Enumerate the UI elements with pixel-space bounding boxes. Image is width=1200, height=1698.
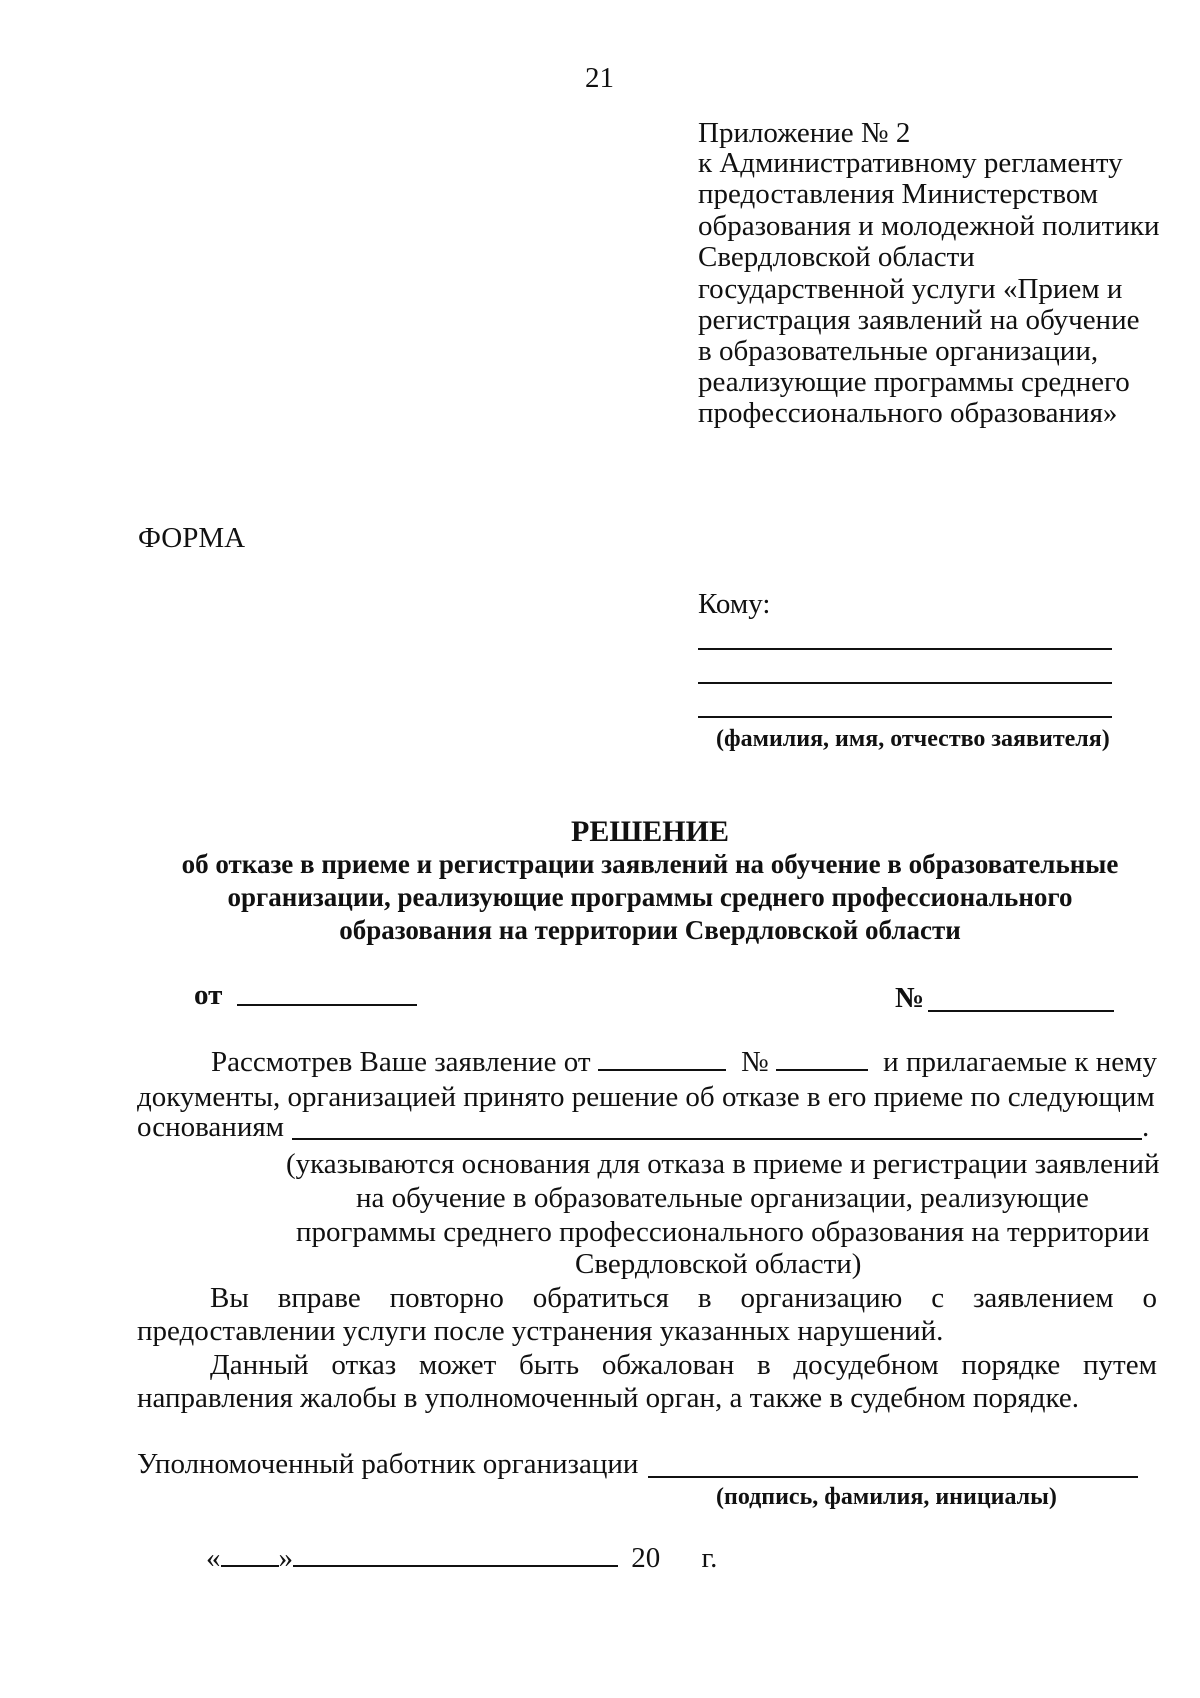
grounds-field[interactable] [292, 1138, 1142, 1140]
appendix-line: регистрация заявлений на обучение [698, 304, 1140, 336]
recipient-line-1[interactable] [698, 648, 1112, 650]
word: о [1142, 1282, 1157, 1314]
application-date-field[interactable] [598, 1047, 726, 1071]
page-number: 21 [585, 62, 614, 94]
date-field[interactable] [237, 1004, 417, 1006]
word: быть [518, 1349, 580, 1381]
appendix-line: предоставления Министерством [698, 178, 1099, 210]
grounds-caption-line: на обучение в образовательные организации, реализующие [356, 1182, 1089, 1214]
paragraph-1-line-1 [211, 1046, 1157, 1079]
grounds-caption-line: Свердловской области) [575, 1248, 862, 1280]
grounds-caption-line: программы среднего профессионального образования на территории [296, 1216, 1150, 1248]
year-suffix: г. [701, 1542, 718, 1574]
year-prefix: 20 [631, 1542, 661, 1574]
p1-no-text: № [741, 1046, 769, 1078]
appendix-line: реализующие программы среднего [698, 366, 1130, 398]
word: досудебном [793, 1349, 939, 1381]
word: путем [1083, 1349, 1157, 1381]
appendix-line: в образовательные организации, [698, 335, 1099, 367]
open-quote: « [206, 1542, 221, 1574]
paragraph-2-line-1 [210, 1282, 1157, 1315]
recipient-label: Кому: [698, 588, 771, 620]
close-quote: » [278, 1542, 293, 1574]
word: организацию [740, 1282, 903, 1314]
word: обжалован [601, 1349, 735, 1381]
from-label: от [194, 979, 223, 1011]
word: вправе [277, 1282, 361, 1314]
paragraph-3-line-1 [210, 1349, 1157, 1382]
recipient-line-2[interactable] [698, 682, 1112, 684]
word: порядке [961, 1349, 1061, 1381]
word: в [697, 1282, 712, 1314]
month-field[interactable] [293, 1543, 618, 1567]
appendix-line: образования и молодежной политики [698, 210, 1160, 242]
appendix-line: профессионального образования» [698, 397, 1118, 429]
appendix-line: Свердловской области [698, 241, 975, 273]
document-title: РЕШЕНИЕ [571, 815, 729, 848]
date-footer [206, 1542, 717, 1575]
word: Данный [210, 1349, 309, 1381]
form-label: ФОРМА [138, 522, 246, 554]
word: Вы [210, 1282, 249, 1314]
signature-caption: (подпись, фамилия, инициалы) [716, 1484, 1057, 1510]
title-line: об отказе в приеме и регистрации заявлений на обучение в образовательные [181, 849, 1119, 879]
paragraph-1-line-3: основаниям [137, 1111, 285, 1143]
recipient-caption: (фамилия, имя, отчество заявителя) [716, 726, 1110, 752]
grounds-period: . [1142, 1111, 1150, 1143]
appendix-line: Приложение № 2 [698, 117, 911, 149]
day-field[interactable] [221, 1543, 279, 1567]
title-line: организации, реализующие программы среднего профессионального [227, 882, 1073, 912]
application-number-field[interactable] [776, 1047, 868, 1071]
signature-label: Уполномоченный работник организации [137, 1448, 639, 1480]
word: обратиться [532, 1282, 669, 1314]
word: заявлением [972, 1282, 1114, 1314]
word: может [418, 1349, 497, 1381]
p1-end-text: и прилагаемые к нему [883, 1046, 1158, 1078]
number-field[interactable] [928, 1010, 1114, 1012]
recipient-line-3[interactable] [698, 716, 1112, 718]
word: в [756, 1349, 771, 1381]
paragraph-3-line-2: направления жалобы в уполномоченный орган, а также в судебном порядке. [137, 1382, 1080, 1414]
number-label: № [895, 982, 925, 1014]
word: повторно [389, 1282, 504, 1314]
appendix-line: к Административному регламенту [698, 147, 1123, 179]
word: с [931, 1282, 945, 1314]
appendix-line: государственной услуги «Прием и [698, 273, 1123, 305]
grounds-caption-line: (указываются основания для отказа в приеме и регистрации заявлений [286, 1148, 1160, 1180]
p1-start-text: Рассмотрев Ваше заявление от [211, 1046, 591, 1078]
signature-field[interactable] [648, 1476, 1138, 1478]
title-line: образования на территории Свердловской области [339, 915, 961, 945]
word: отказ [331, 1349, 397, 1381]
paragraph-1-line-2: документы, организацией принято решение об отказе в его приеме по следующим [137, 1081, 1155, 1113]
paragraph-2-line-2: предоставлении услуги после устранения указанных нарушений. [137, 1315, 944, 1347]
